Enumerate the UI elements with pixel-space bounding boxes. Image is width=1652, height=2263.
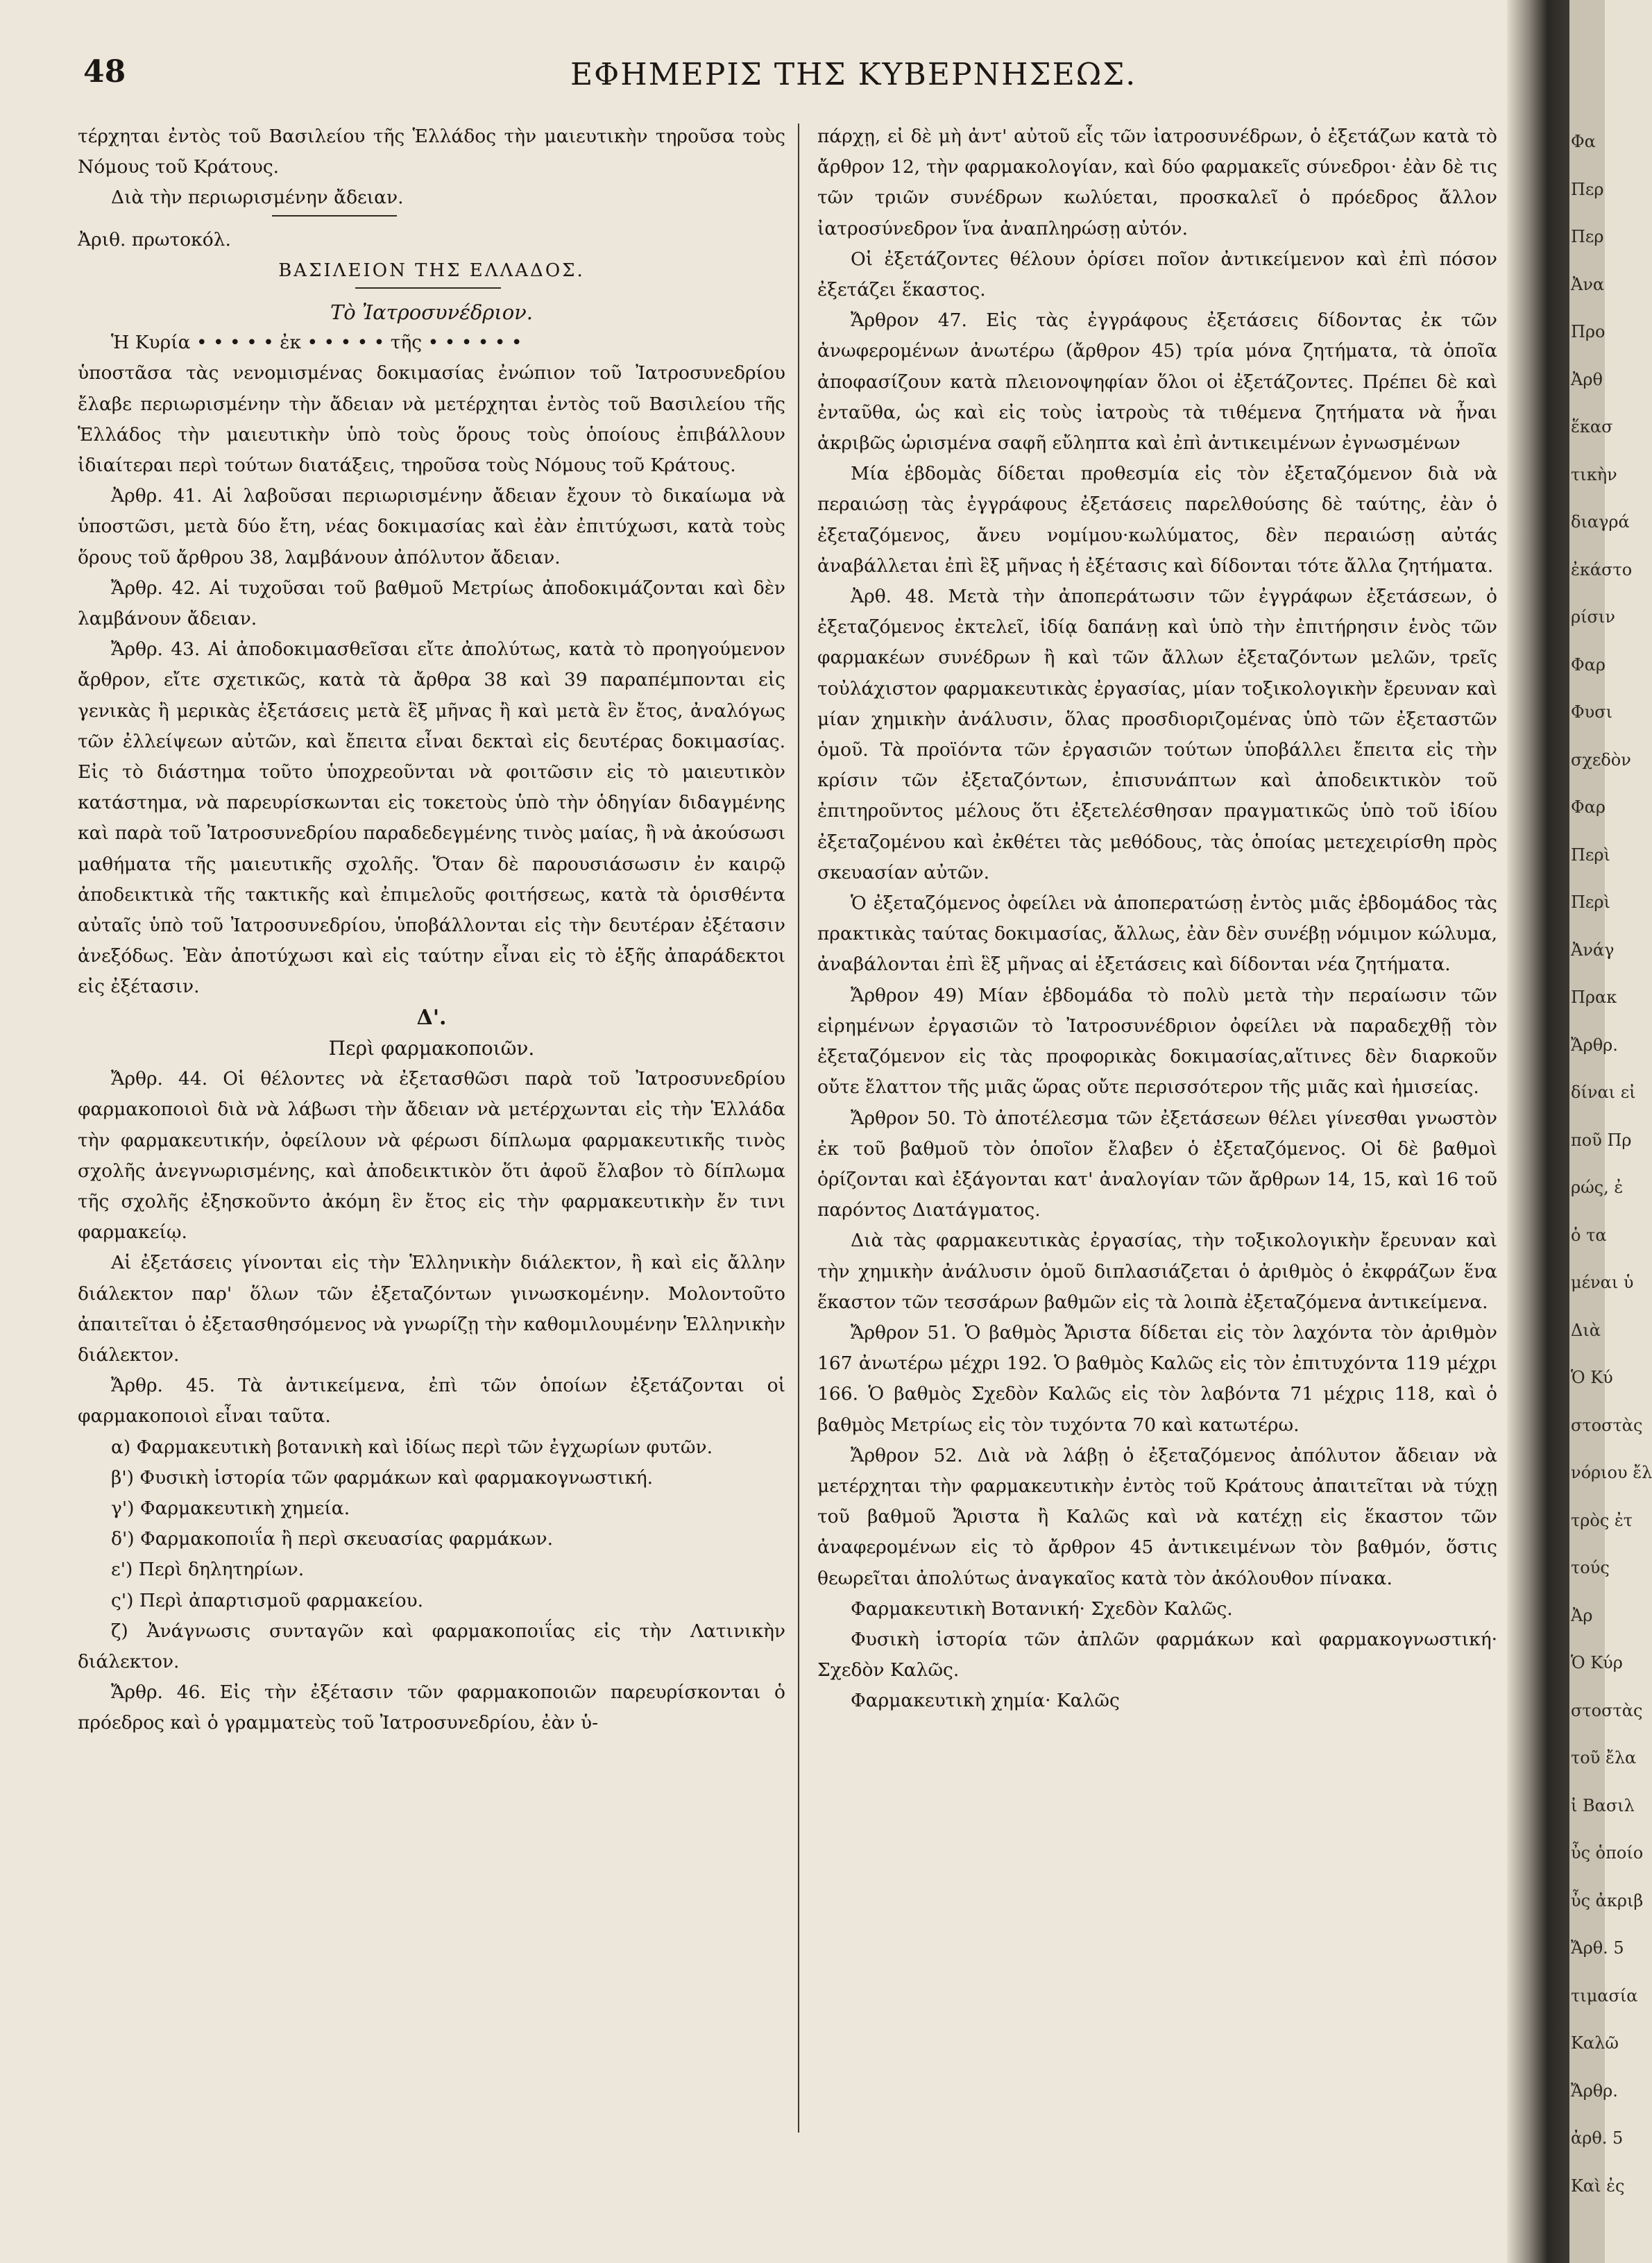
list-item: γ') Φαρμακευτικὴ χημεία. bbox=[111, 1497, 350, 1519]
facing-page-fragment: Περὶ bbox=[1571, 845, 1610, 865]
facing-page-fragment: ἐκάστο bbox=[1571, 559, 1633, 579]
facing-page-fragment: Ἄρθρ. bbox=[1571, 2080, 1618, 2101]
gazette-title: ΕΦΗΜΕΡΙΣ ΤΗΣ ΚΥΒΕΡΝΗΣΕΩΣ. bbox=[570, 57, 1137, 92]
list-item: ζ) Ἀνάγνωσις συνταγῶν καὶ φαρμακοποιΐας εἰς τὴν Λατινικὴν διάλεκτον. bbox=[78, 1620, 785, 1672]
grade-table-row: Φυσικὴ ἱστορία τῶν ἀπλῶν φαρμάκων καὶ φαρμακογνωστική· Σχεδὸν Καλῶς. bbox=[817, 1628, 1497, 1681]
kingdom-heading: ΒΑΣΙΛΕΙΟΝ ΤΗΣ ΕΛΛΑΔΟΣ. bbox=[278, 260, 585, 281]
article-50: Ἄρθρον 50. Τὸ ἀποτέλεσμα τῶν ἐξετάσεων θέλει γίνεσθαι γνωστὸν ἐκ τοῦ βαθμοῦ τὸν ὁποῖον ἔλαβεν ὁ ἐξεταζόμενος. Οἱ δὲ βαθμοὶ ὁρίζονται καὶ ἐξάγονται κατ' ἀναλογίαν τῶν ἄρθρων 14, 15, καὶ 16 τοῦ παρόντος Διατάγματος. bbox=[817, 1107, 1497, 1221]
facing-page-fragment: Ὁ Κύρ bbox=[1571, 1653, 1623, 1672]
facing-page-fragment: Ὁ Κύ bbox=[1571, 1368, 1613, 1387]
facing-page-fragment: Περὶ bbox=[1571, 892, 1610, 912]
section-heading: Δ'. bbox=[416, 1005, 447, 1030]
book-gutter bbox=[1507, 0, 1569, 2263]
facing-page-fragment: Προ bbox=[1571, 322, 1606, 341]
facing-page-fragment: Καὶ ἐς bbox=[1571, 2176, 1625, 2196]
facing-page-fragment: Φαρ bbox=[1571, 797, 1606, 817]
fill-dots: • • • • • • bbox=[427, 332, 522, 354]
article-49: Ἄρθρον 49) Μίαν ἑβδομάδα τὸ πολὺ μετὰ τὴν περαίωσιν τῶν εἰρημένων ἐργασιῶν τὸ Ἰατροσυνέδριον ὀφείλει νὰ παραδεχθῇ τὸν ἐξεταζόμενον εἰς τὰς προφορικὰς δοκιμασίας,αἵτινες δὲν διαρκοῦν οὔτε ἔλαττον τῆς μιᾶς ὥρας οὔτε περισσότερον τῆς μιᾶς καὶ ἡμισείας. bbox=[817, 984, 1497, 1099]
page-number: 48 bbox=[83, 54, 126, 90]
article-41: Ἀρθρ. 41. Αἱ λαβοῦσαι περιωρισμένην ἄδειαν ἔχουν τὸ δικαίωμα νὰ ὑποστῶσι, μετὰ δύο ἔτη, νέας δοκιμασίας καὶ ἐὰν ἐπιτύχωσι, κατὰ τοὺς ὅρους τοῦ ἄρθρου 38, λαμβάνουν ἀπόλυτον ἄδειαν. bbox=[78, 485, 785, 568]
facing-page-fragment: μέναι ὑ bbox=[1571, 1273, 1634, 1292]
facing-page-fragment: ὖς ἀκριβ bbox=[1571, 1890, 1644, 1910]
section-title: Περὶ φαρμακοποιῶν. bbox=[328, 1036, 535, 1060]
facing-page-fragment: τιμασία bbox=[1571, 1985, 1638, 2006]
facing-page-fragment: Πρακ bbox=[1571, 988, 1617, 1007]
facing-page-fragment: ποῦ Πρ bbox=[1571, 1130, 1632, 1150]
facing-page-fragment: νόριου ἔλ bbox=[1571, 1463, 1652, 1482]
facing-page-fragment: τικὴν bbox=[1571, 464, 1617, 484]
facing-page-fragment: διαγρά bbox=[1571, 512, 1630, 532]
fill-label: Ἡ Κυρία bbox=[111, 332, 191, 354]
facing-page-fragment: Ἄρθ. 5 bbox=[1571, 1938, 1624, 1958]
facing-page-fragment: τοῦ ἔλα bbox=[1571, 1748, 1637, 1768]
fill-label: τῆς bbox=[390, 332, 423, 354]
list-item: ε') Περὶ δηλητηρίων. bbox=[111, 1559, 305, 1581]
facing-page-fragment: ἀρθ. 5 bbox=[1571, 2128, 1624, 2148]
column-divider bbox=[798, 124, 799, 2133]
protocol-number: Ἀριθ. πρωτοκόλ. bbox=[78, 228, 231, 251]
right-column bbox=[817, 121, 1497, 1717]
list-item: δ') Φαρμακοποιΐα ἢ περὶ σκευασίας φαρμάκων. bbox=[111, 1528, 554, 1550]
facing-page-fragment: ρίσιν bbox=[1571, 607, 1615, 627]
article-42: Ἄρθρ. 42. Αἱ τυχοῦσαι τοῦ βαθμοῦ Μετρίως ἀποδοκιμάζονται καὶ δὲν λαμβάνουν ἄδειαν. bbox=[78, 577, 785, 630]
facing-page-fragment: ἰ Βασιλ bbox=[1571, 1795, 1635, 1815]
facing-page-fragment: Ἀνάγ bbox=[1571, 940, 1615, 960]
list-item: α) Φαρμακευτικὴ βοτανικὴ καὶ ἰδίως περὶ τῶν ἐγχωρίων φυτῶν. bbox=[111, 1436, 713, 1458]
facing-page-fragment: Ἀνα bbox=[1571, 274, 1605, 294]
form-subtitle: Διὰ τὴν περιωρισμένην ἄδειαν. bbox=[111, 187, 404, 209]
paragraph: Ὁ ἐξεταζόμενος ὀφείλει νὰ ἀποπερατώσῃ ἐντὸς μιᾶς ἑβδομάδος τὰς πρακτικὰς ταύτας δοκιμασίας, ἄλλως, ἐὰν δὲν συνέβῃ νόμιμον κώλυμα, ἀναβάλονται ἐπὶ ἓξ μῆνας αἱ ἐξετάσεις καὶ δίδονται νέα ζητήματα. bbox=[817, 892, 1497, 976]
facing-page-fragment: Διὰ bbox=[1571, 1320, 1601, 1340]
facing-page-fragment: σχεδὸν bbox=[1571, 749, 1631, 770]
fill-label: ἐκ bbox=[280, 332, 302, 354]
facing-page-fragment: Ἀρ bbox=[1571, 1605, 1593, 1625]
council-heading: Τὸ Ἰατροσυνέδριον. bbox=[330, 300, 534, 325]
blank-fill-line bbox=[78, 328, 785, 358]
facing-page-fragment: Φα bbox=[1571, 132, 1596, 151]
article-46: Ἄρθρ. 46. Εἰς τὴν ἐξέτασιν τῶν φαρμακοποιῶν παρευρίσκονται ὁ πρόεδρος καὶ ὁ γραμματεὺς τοῦ Ἰατροσυνεδρίου, ἐὰν ὑ- bbox=[78, 1681, 785, 1734]
list-item: ς') Περὶ ἀπαρτισμοῦ φαρμακείου. bbox=[111, 1589, 424, 1611]
article-47: Ἄρθρον 47. Εἰς τὰς ἐγγράφους ἐξετάσεις δίδοντας ἐκ τῶν ἀνωφερομένων ἀνωτέρω (ἄρθρον 45) τρία μόνα ζητήματα, τὰ ὁποῖα ἀποφασίζουν κατὰ πλειονοψηφίαν ὅλοι οἱ ἐξετάζοντες. Πρέπει δὲ καὶ ἐνταῦθα, ὡς καὶ εἰς τοὺς ἰατροὺς τὰ τιθέμενα ζητήματα νὰ ἦναι ἀκριβῶς ὡρισμένα σαφῆ εὔληπτα καὶ ἐπὶ ἀντικειμένων ἐγνωσμένων bbox=[817, 310, 1497, 455]
separator-rule bbox=[355, 287, 501, 289]
list-item: β') Φυσικὴ ἱστορία τῶν φαρμάκων καὶ φαρμακογνωστική. bbox=[111, 1466, 654, 1489]
paragraph: ὑποστᾶσα τὰς νενομισμένας δοκιμασίας ἐνώπιον τοῦ Ἰατροσυνεδρίου ἔλαβε περιωρισμένην τὴν ἄδειαν νὰ μετέρχηται ἐντὸς τοῦ Βασιλείου τῆς Ἑλλάδος τὴν μαιευτικὴν ὑπὸ τοὺς ὅρους τοὺς ὁποίους ἐπιβάλλουν ἰδιαίτεραι περὶ τούτων διατάξεις, τηροῦσα τοὺς Νόμους τοῦ Κράτους. bbox=[78, 362, 785, 477]
paragraph: Αἱ ἐξετάσεις γίνονται εἰς τὴν Ἑλληνικὴν διάλεκτον, ἢ καὶ εἰς ἄλλην διάλεκτον παρ' ὅλων τῶν ἐξεταζόντων γινωσκομένην. Μολοντοῦτο ἀπαιτεῖται ὁ ἐξετασθησόμενος νὰ γνωρίζῃ τὴν καθομιλουμένην Ἑλληνικὴν διάλεκτον. bbox=[78, 1252, 785, 1366]
facing-page-fragment: ὁ τα bbox=[1571, 1225, 1607, 1245]
grade-table-row: Φαρμακευτικὴ χημία· Καλῶς bbox=[851, 1690, 1120, 1712]
facing-page-fragment: δίναι εἰ bbox=[1571, 1083, 1636, 1102]
fill-dots: • • • • • bbox=[196, 332, 274, 354]
facing-page-fragment: Περ bbox=[1571, 227, 1604, 246]
facing-page-fragment: τρὸς ἐτ bbox=[1571, 1510, 1633, 1530]
paragraph: Μία ἑβδομὰς δίδεται προθεσμία εἰς τὸν ἐξεταζόμενον διὰ νὰ περαιώσῃ τὰς ἐγγράφους ἐξετάσεις παρελθούσης δὲ ταύτης, ἐὰν ὁ ἐξεταζόμενος, ἄνευ νομίμου·κωλύματος, δὲν περαιώσῃ αὐτάς ἀναβάλλεται ἐπὶ ἓξ μῆνας ἡ ἐξέτασις καὶ δίδονται τότε ἄλλα ζητήματα. bbox=[817, 463, 1497, 577]
facing-page-fragment: Περ bbox=[1571, 179, 1604, 199]
paragraph: τέρχηται ἐντὸς τοῦ Βασιλείου τῆς Ἑλλάδος τὴν μαιευτικὴν τηροῦσα τοὺς Νόμους τοῦ Κράτους. bbox=[78, 126, 785, 178]
paragraph: Διὰ τὰς φαρμακευτικὰς ἐργασίας, τὴν τοξικολογικὴν ἔρευναν καὶ τὴν χημικὴν ἀνάλυσιν ὁμοῦ διπλασιάζεται ὁ ἀριθμὸς ὁ ἐκφράζων ἕνα ἕκαστον τῶν τεσσάρων βαθμῶν εἰς τὰ λοιπὰ ἐξεταζόμενα ἀντικείμενα. bbox=[817, 1230, 1497, 1313]
facing-page-fragment: ὖς ὁποίο bbox=[1571, 1843, 1644, 1863]
separator-rule bbox=[272, 215, 397, 217]
facing-page-fragment: ρώς, ἐ bbox=[1571, 1178, 1624, 1197]
facing-page-edge bbox=[1569, 0, 1652, 2263]
facing-page-fragment: Καλῶ bbox=[1571, 2033, 1619, 2053]
article-51: Ἄρθρον 51. Ὁ βαθμὸς Ἄριστα δίδεται εἰς τὸν λαχόντα τὸν ἀριθμὸν 167 ἀνωτέρω μέχρι 192. Ὁ βαθμὸς Καλῶς εἰς τὸν ἐπιτυχόντα 119 μέχρι 166. Ὁ βαθμὸς Σχεδὸν Καλῶς εἰς τὸν λαβόντα 71 μέχρις 118, καὶ ὁ βαθμὸς Μετρίως εἰς τὸν τυχόντα 70 καὶ κατωτέρω. bbox=[817, 1321, 1497, 1436]
article-48: Ἀρθ. 48. Μετὰ τὴν ἀποπεράτωσιν τῶν ἐγγράφων ἐξετάσεων, ὁ ἐξεταζόμενος ἐκτελεῖ, ἰδίᾳ δαπάνῃ καὶ ὑπὸ τὴν ἐπιτήρησιν ἑνὸς τῶν φαρμακέων συνέδρων ἢ καὶ τῶν ἄλλων ἐξεταζόντων μελῶν, τρεῖς τοὐλάχιστον φαρμακευτικὰς ἐργασίας, μίαν τοξικολογικὴν ἔρευναν καὶ μίαν χημικὴν ἀνάλυσιν, ὅλας προσδιοριζομένας ὑπὸ τῶν ἐξεταστῶν ὁμοῦ. Τὰ προϊόντα τῶν ἐργασιῶν τούτων ὑποβάλλει ἔπειτα εἰς τὴν κρίσιν τῶν ἐξεταζόντων, ἐπισυνάπτων καὶ ἀποδεικτικὸν τοῦ ἐπιτηροῦντος μέλους ὅτι ἐξετελέσθησαν πραγματικῶς ὑπὸ τοῦ ἰδίου ἐξεταζομένου καὶ ἐκθέτει τὰς μεθόδους, τὰς ὁποίας μετεχειρίσθη πρὸς σκευασίαν αὐτῶν. bbox=[817, 586, 1497, 883]
facing-page-fragment: Φαρ bbox=[1571, 654, 1606, 675]
facing-page-fragment: στοστὰς bbox=[1571, 1700, 1643, 1720]
facing-page-fragment: στοστὰς bbox=[1571, 1415, 1643, 1435]
facing-page-fragment: Ἄρθρ. bbox=[1571, 1035, 1618, 1055]
article-52: Ἄρθρον 52. Διὰ νὰ λάβῃ ὁ ἐξεταζόμενος ἀπόλυτον ἄδειαν νὰ μετέρχηται τὴν φαρμακευτικὴν ἐντὸς τοῦ Κράτους ἀπαιτεῖται νὰ τύχῃ τοῦ βαθμοῦ Ἄριστα ἢ Καλῶς καὶ νὰ κατέχῃ εἰς ἕκαστον τῶν ἀναφερομένων εἰς τὸ ἄρθρον 45 ἀντικειμένων τὸν βαθμόν, ὅστις θεωρεῖται ἀπολύτως ἀναγκαῖος κατὰ τὸν ἀκόλουθον πίνακα. bbox=[817, 1444, 1497, 1589]
facing-page-fragment: τούς bbox=[1571, 1558, 1610, 1577]
facing-page-fragment: ἕκασ bbox=[1571, 417, 1613, 437]
article-43: Ἄρθρ. 43. Αἱ ἀποδοκιμασθεῖσαι εἴτε ἀπολύτως, κατὰ τὸ προηγούμενον ἄρθρον, εἴτε σχετικῶς, κατὰ τὰ ἄρθρα 38 καὶ 39 παραπέμπονται εἰς γενικὰς ἢ μερικὰς ἐξετάσεις μετὰ ἓξ μῆνας ἢ καὶ μετὰ ἓν ἔτος, ἀναλόγως τῶν ἐλλείψεων αὐτῶν, καὶ ἔπειτα εἶναι δεκταὶ εἰς δευτέρας δοκιμασίας. Εἰς τὸ διάστημα τοῦτο ὑποχρεοῦνται νὰ φοιτῶσιν εἰς τὸ μαιευτικὸν κατάστημα, νὰ παρευρίσκωνται εἰς τοκετοὺς ὑπὸ τὴν ὁδηγίαν διδαγμένης καὶ παρὰ τοῦ Ἰατροσυνεδρίου παραδεδεγμένης τινὸς μαίας, ἢ νὰ ἀκούσωσι μαθήματα τῆς μαιευτικῆς σχολῆς. Ὅταν δὲ παρουσιάσωσιν ἐν καιρῷ ἀποδεικτικὰ τῆς τακτικῆς καὶ ἐπιμελοῦς φοιτήσεως, κατὰ τὰ ὁρισθέντα αὐταῖς ὑπὸ τοῦ Ἰατροσυνεδρίου, ὑποβάλλονται εἰς τὴν δευτέραν ἐξέτασιν ἀνεξόδως. Ἐὰν ἀποτύχωσι καὶ εἰς ταύτην εἶναι εἰς τὸ ἑξῆς ἀπαράδεκτοι εἰς ἐξέτασιν. bbox=[78, 638, 785, 998]
fill-dots: • • • • • bbox=[307, 332, 385, 354]
paragraph: πάρχῃ, εἰ δὲ μὴ ἀντ' αὐτοῦ εἷς τῶν ἰατροσυνέδρων, ὁ ἐξετάζων κατὰ τὸ ἄρθρον 12, τὴν φαρμακολογίαν, καὶ δύο φαρμακεῖς σύνεδροι· ἐὰν δὲ τις τῶν τριῶν συνέδρων κωλύεται, προσκαλεῖ ὁ πρόεδρος ἄλλον ἰατροσύνεδρον ἵνα ἀναπληρώσῃ αὐτόν. bbox=[817, 126, 1497, 239]
left-column bbox=[78, 121, 785, 1739]
article-44: Ἄρθρ. 44. Οἱ θέλοντες νὰ ἐξετασθῶσι παρὰ τοῦ Ἰατροσυνεδρίου φαρμακοποιοὶ διὰ νὰ λάβωσι τὴν ἄδειαν νὰ μετέρχωνται εἰς τὴν Ἑλλάδα τὴν φαρμακευτικήν, ὀφείλουν νὰ φέρωσι δίπλωμα φαρμακευτικῆς τινὸς σχολῆς ἀνεγνωρισμένης, καὶ ἀποδεικτικὸν ὅτι ἀφοῦ ἔλαβον τὸ δίπλωμα τῆς σχολῆς ἐξησκοῦντο ἀκόμη ἓν ἔτος εἰς τὴν φαρμακευτικὴν ἔν τινι φαρμακείῳ. bbox=[78, 1068, 785, 1244]
article-45: Ἄρθρ. 45. Τὰ ἀντικείμενα, ἐπὶ τῶν ὁποίων ἐξετάζονται οἱ φαρμακοποιοὶ εἶναι ταῦτα. bbox=[78, 1375, 785, 1427]
facing-page-fragment: Φυσι bbox=[1571, 702, 1613, 722]
facing-page-fragment: Ἀρθ bbox=[1571, 369, 1603, 389]
paragraph: Οἱ ἐξετάζοντες θέλουν ὁρίσει ποῖον ἀντικείμενον καὶ ἐπὶ πόσον ἐξετάζει ἕκαστος. bbox=[817, 248, 1497, 301]
grade-table-row: Φαρμακευτικὴ Βοτανική· Σχεδὸν Καλῶς. bbox=[851, 1597, 1233, 1620]
running-header bbox=[0, 47, 1507, 96]
